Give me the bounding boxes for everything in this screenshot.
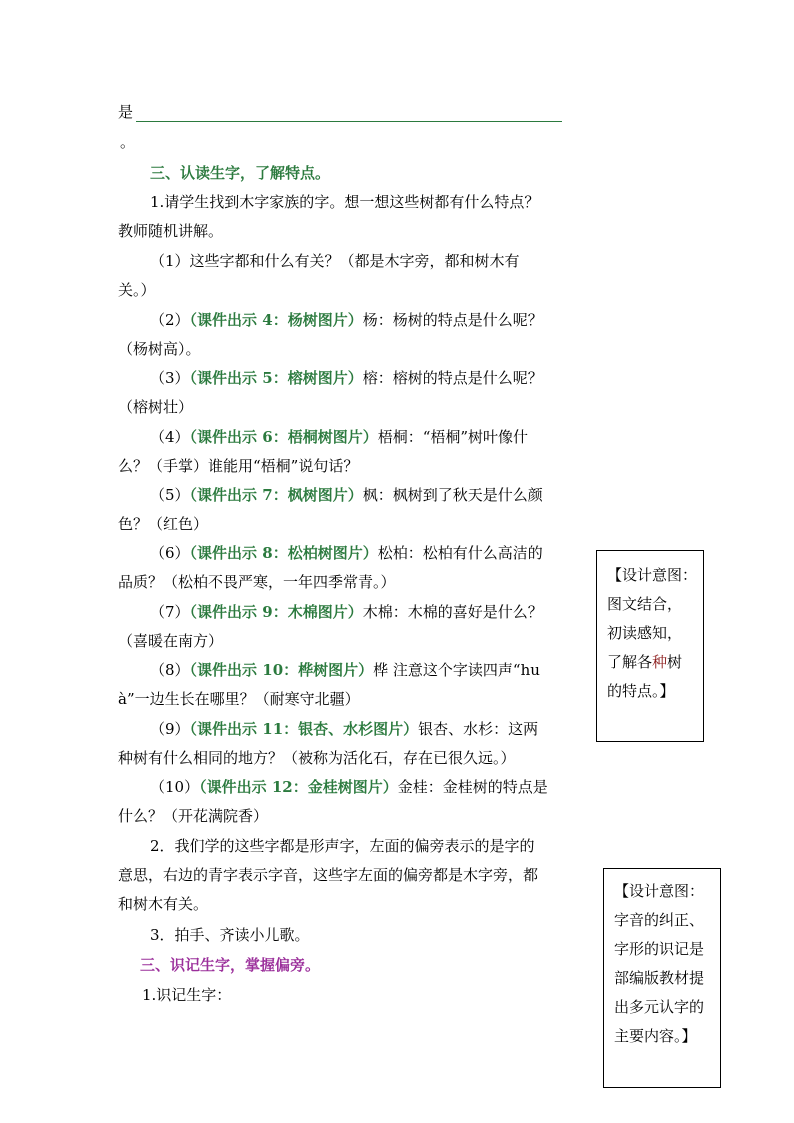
question-1-line1: （1）这些字都和什么有关？（都是木字旁，都和树木有 xyxy=(150,252,520,270)
shi-text: 是 xyxy=(118,103,134,121)
para4: 1.识记生字： xyxy=(142,986,232,1004)
question-9-courseware: （课件出示 11：银杏、水杉图片） xyxy=(189,720,419,738)
question-10-number: （10） xyxy=(150,778,200,796)
question-2-number: （2） xyxy=(150,311,190,329)
question-9-line2: 种树有什么相同的地方？（被称为活化石，存在已很久远。） xyxy=(118,749,516,767)
design-intent-1-line1: 【设计意图： xyxy=(607,566,698,584)
question-3-line1 xyxy=(150,368,595,388)
question-8-line2: à”一边生长在哪里？（耐寒守北疆） xyxy=(118,690,360,708)
question-10-line1 xyxy=(150,777,595,797)
question-4-number: （4） xyxy=(150,428,190,446)
design-intent-2-line6: 主要内容。】 xyxy=(614,1027,697,1045)
question-3-line2: （榕树壮） xyxy=(118,398,194,416)
design-intent-1-line4-a: 了解各 xyxy=(607,653,653,671)
question-3-number: （3） xyxy=(150,369,190,387)
para1-line1: 1.请学生找到木字家族的字。想一想这些树都有什么特点？ xyxy=(150,193,540,211)
question-4-line1 xyxy=(150,427,595,447)
question-8-text: 桦 注意这个字读四声“hu xyxy=(373,661,540,679)
question-10-courseware: （课件出示 12：金桂树图片） xyxy=(199,778,398,796)
question-5-line2: 色？（红色） xyxy=(118,515,209,533)
question-7-courseware: （课件出示 9：木棉图片） xyxy=(189,603,363,621)
para1-line2: 教师随机讲解。 xyxy=(118,222,224,240)
question-7-line1 xyxy=(150,602,595,622)
question-2-line2: （杨树高）。 xyxy=(118,340,201,358)
question-4-text: 梧桐：“梧桐”树叶像什 xyxy=(377,428,529,446)
question-4-line2: 么？（手掌）谁能用“梧桐”说句话？ xyxy=(118,457,359,475)
question-5-number: （5） xyxy=(150,486,190,504)
design-intent-1-line4-b: 种 xyxy=(652,653,668,671)
design-intent-2-line5: 出多元认字的 xyxy=(614,998,705,1016)
design-intent-2-line2: 字音的纠正、 xyxy=(614,911,705,929)
question-8-line1 xyxy=(150,660,595,680)
design-intent-2-line4: 部编版教材提 xyxy=(614,969,705,987)
design-intent-1-line4-c: 树 xyxy=(667,653,683,671)
question-7-line2: （喜暖在南方） xyxy=(118,632,224,650)
design-intent-1-line5: 的特点。】 xyxy=(607,682,675,700)
question-5-line1 xyxy=(150,485,595,505)
question-6-number: （6） xyxy=(150,544,190,562)
question-7-text: 木棉：木棉的喜好是什么？ xyxy=(362,603,543,621)
question-2-courseware: （课件出示 4：杨树图片） xyxy=(189,311,363,329)
question-7-number: （7） xyxy=(150,603,190,621)
section3b-title: 三、识记生字，掌握偏旁。 xyxy=(140,956,321,974)
para3: 3．拍手、齐读小儿歌。 xyxy=(150,926,310,944)
question-6-courseware: （课件出示 8：松柏树图片） xyxy=(189,544,378,562)
question-6-line1 xyxy=(150,543,595,563)
design-intent-box-1 xyxy=(596,550,704,742)
question-4-courseware: （课件出示 6：梧桐树图片） xyxy=(189,428,378,446)
design-intent-1-line2: 图文结合， xyxy=(607,595,683,613)
question-3-text: 榕：榕树的特点是什么呢？ xyxy=(362,369,543,387)
question-5-courseware: （课件出示 7：枫树图片） xyxy=(189,486,363,504)
question-9-line1 xyxy=(150,719,595,739)
fill-blank-line xyxy=(118,102,563,122)
period-line: 。 xyxy=(120,133,136,151)
para2-line3: 和树木有关。 xyxy=(118,895,209,913)
blank-underline xyxy=(136,121,562,122)
question-8-courseware: （课件出示 10：桦树图片） xyxy=(189,661,374,679)
para2-line1: 2．我们学的这些字都是形声字，左面的偏旁表示的是字的 xyxy=(150,837,535,855)
question-5-text: 枫：枫树到了秋天是什么颜 xyxy=(362,486,543,504)
question-1-line2: 关。） xyxy=(118,281,156,299)
question-10-line2: 什么？（开花满院香） xyxy=(118,807,269,825)
design-intent-2-line1: 【设计意图： xyxy=(614,882,705,900)
question-9-text: 银杏、水杉：这两 xyxy=(418,720,539,738)
para2-line2: 意思，右边的青字表示字音，这些字左面的偏旁都是木字旁，都 xyxy=(118,866,539,884)
question-6-line2: 品质？（松柏不畏严寒，一年四季常青。） xyxy=(118,573,396,591)
section3-title: 三、认读生字，了解特点。 xyxy=(150,164,331,182)
question-9-number: （9） xyxy=(150,720,190,738)
design-intent-box-2 xyxy=(603,868,721,1088)
question-2-line1 xyxy=(150,310,595,330)
question-10-text: 金桂：金桂树的特点是 xyxy=(397,778,548,796)
design-intent-1-line3: 初读感知， xyxy=(607,624,683,642)
question-2-text: 杨：杨树的特点是什么呢？ xyxy=(362,311,543,329)
question-6-text: 松柏：松柏有什么高洁的 xyxy=(377,544,543,562)
question-3-courseware: （课件出示 5：榕树图片） xyxy=(189,369,363,387)
design-intent-1-line4 xyxy=(607,648,682,677)
question-8-number: （8） xyxy=(150,661,190,679)
design-intent-2-line3: 字形的识记是 xyxy=(614,940,705,958)
